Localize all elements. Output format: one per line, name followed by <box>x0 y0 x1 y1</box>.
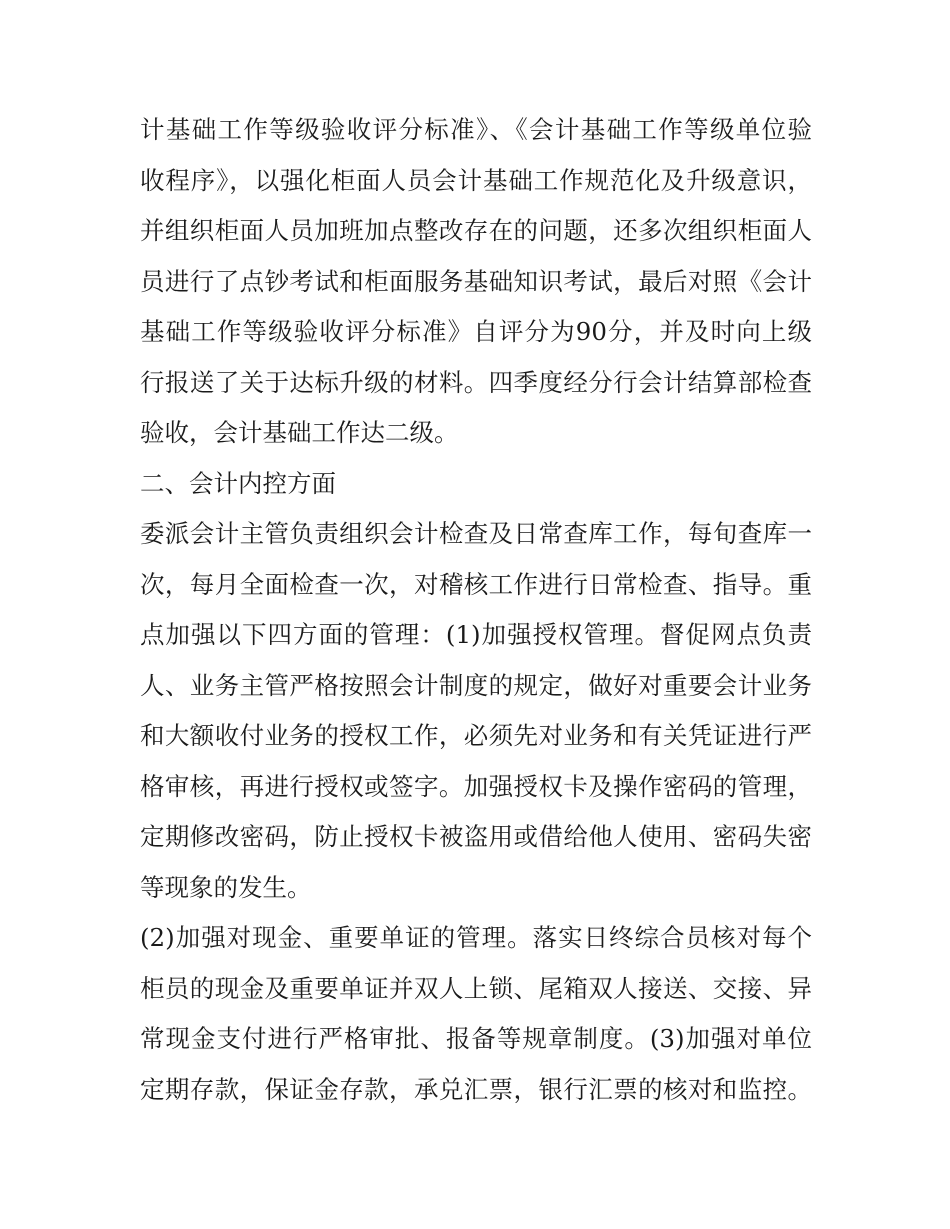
text-line: 计基础工作等级验收评分标准》、《会计基础工作等级单位验 <box>140 115 812 144</box>
text-line: 格审核，再进行授权或签字。加强授权卡及操作密码的管理， <box>140 771 812 801</box>
text-line: 行报送了关于达标升级的材料。四季度经分行会计结算部检查 <box>140 367 812 397</box>
text-line: 员进行了点钞考试和柜面服务基础知识考试，最后对照《会计 <box>140 266 812 296</box>
text-line: 定期修改密码，防止授权卡被盗用或借给他人使用、密码失密 <box>140 822 812 851</box>
text-line: 定期存款，保证金存款，承兑汇票，银行汇票的核对和监控。 <box>140 1074 812 1104</box>
section-heading: 二、会计内控方面 <box>140 468 336 498</box>
text-line: 基础工作等级验收评分标准》自评分为90分，并及时向上级 <box>140 317 812 346</box>
text-line: 柜员的现金及重要单证并双人上锁、尾箱双人接送、交接、异 <box>140 973 812 1003</box>
text-line: 人、业务主管严格按照会计制度的规定，做好对重要会计业务 <box>140 670 812 700</box>
text-line: 次，每月全面检查一次，对稽核工作进行日常检查、指导。重 <box>140 569 812 599</box>
text-line: 并组织柜面人员加班加点整改存在的问题，还多次组织柜面人 <box>140 216 812 245</box>
text-line: 验收，会计基础工作达二级。 <box>140 418 459 447</box>
text-line: 点加强以下四方面的管理：(1)加强授权管理。督促网点负责 <box>140 620 812 649</box>
text-line: 委派会计主管负责组织会计检查及日常查库工作，每旬查库一 <box>140 519 812 548</box>
body-text <box>140 105 812 1115</box>
text-line: 收程序》，以强化柜面人员会计基础工作规范化及升级意识， <box>140 165 812 195</box>
text-line: 常现金支付进行严格审批、报备等规章制度。(3)加强对单位 <box>140 1024 812 1053</box>
text-line: (2)加强对现金、重要单证的管理。落实日终综合员核对每个 <box>140 923 812 952</box>
text-line: 等现象的发生。 <box>140 872 312 902</box>
text-line: 和大额收付业务的授权工作，必须先对业务和有关凭证进行严 <box>140 721 812 750</box>
